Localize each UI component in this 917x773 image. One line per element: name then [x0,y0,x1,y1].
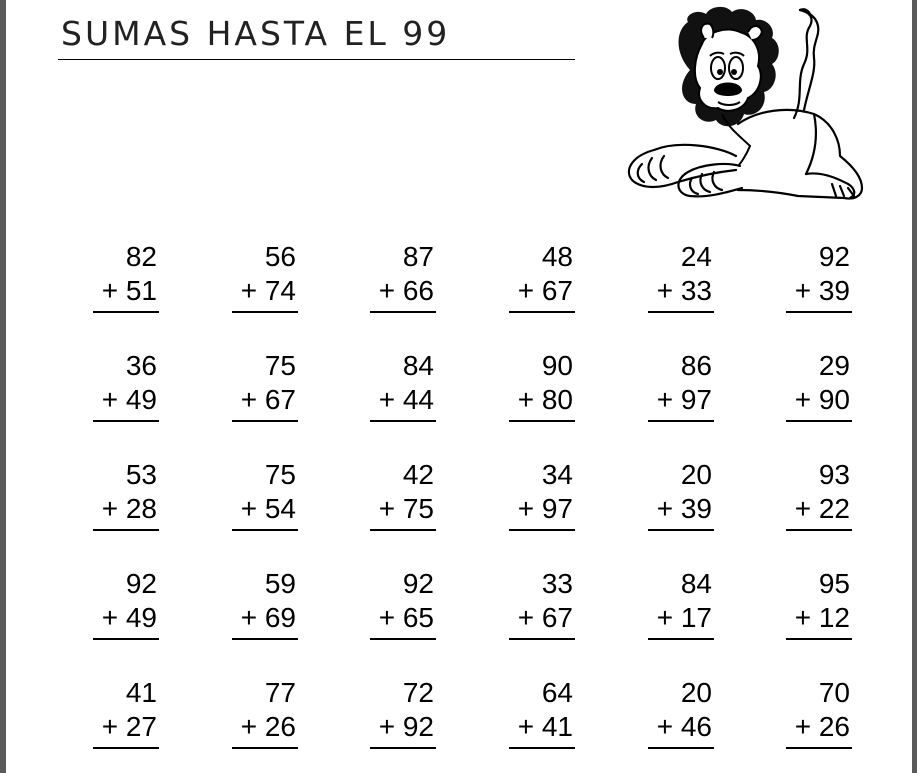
addition-problem [648,567,714,640]
addition-problem [232,349,298,422]
page-title: SUMAS HASTA EL 99 [61,14,451,53]
addend-top: 77 [264,677,296,708]
addend-top: 42 [402,459,434,490]
addend-bottom: + 22 [794,493,850,524]
answer-line [93,747,159,749]
addend-top: 92 [125,568,157,599]
addend-top: 75 [264,459,296,490]
answer-line [232,638,298,640]
addition-problem [370,458,436,531]
addend-top: 20 [680,459,712,490]
addition-problem [232,240,298,313]
addition-problem [509,567,575,640]
addend-bottom: + 49 [101,384,157,415]
addition-problem [648,676,714,749]
addition-problem [648,458,714,531]
worksheet-page [6,0,912,773]
addition-problem [93,240,159,313]
addend-top: 95 [818,568,850,599]
addend-bottom: + 92 [378,711,434,742]
addend-top: 84 [680,568,712,599]
addition-problem [370,676,436,749]
addend-top: 41 [125,677,157,708]
addition-problem [93,676,159,749]
addend-bottom: + 66 [378,275,434,306]
addend-top: 33 [541,568,573,599]
answer-line [370,420,436,422]
addition-problem [93,567,159,640]
addend-bottom: + 33 [656,275,712,306]
answer-line [232,311,298,313]
addend-bottom: + 26 [794,711,850,742]
addend-top: 72 [402,677,434,708]
addend-bottom: + 26 [240,711,296,742]
addition-problem [648,240,714,313]
addition-problem [786,458,852,531]
addend-top: 59 [264,568,296,599]
addend-top: 87 [402,241,434,272]
answer-line [232,747,298,749]
answer-line [370,747,436,749]
addition-problem [93,349,159,422]
addition-problem [509,349,575,422]
addition-problem [370,567,436,640]
addition-problem [786,240,852,313]
answer-line [509,311,575,313]
answer-line [93,529,159,531]
addend-bottom: + 67 [517,275,573,306]
addition-problem [509,458,575,531]
addition-problem [370,240,436,313]
addition-problem [509,240,575,313]
addend-bottom: + 80 [517,384,573,415]
addend-bottom: + 41 [517,711,573,742]
addend-top: 75 [264,350,296,381]
addend-bottom: + 39 [794,275,850,306]
addend-bottom: + 12 [794,602,850,633]
answer-line [648,638,714,640]
addend-bottom: + 51 [101,275,157,306]
addition-problem [786,676,852,749]
addend-bottom: + 54 [240,493,296,524]
addend-bottom: + 49 [101,602,157,633]
addend-bottom: + 65 [378,602,434,633]
addend-bottom: + 75 [378,493,434,524]
answer-line [232,420,298,422]
addition-problem [509,676,575,749]
answer-line [370,529,436,531]
answer-line [93,311,159,313]
addend-top: 24 [680,241,712,272]
addend-bottom: + 39 [656,493,712,524]
addend-bottom: + 27 [101,711,157,742]
answer-line [648,311,714,313]
answer-line [648,747,714,749]
addend-top: 36 [125,350,157,381]
addend-top: 53 [125,459,157,490]
addend-top: 48 [541,241,573,272]
answer-line [509,638,575,640]
answer-line [648,529,714,531]
addend-bottom: + 97 [656,384,712,415]
answer-line [93,638,159,640]
addend-bottom: + 67 [240,384,296,415]
addend-bottom: + 46 [656,711,712,742]
answer-line [509,529,575,531]
addend-top: 29 [818,350,850,381]
addend-bottom: + 90 [794,384,850,415]
addend-top: 64 [541,677,573,708]
addend-bottom: + 74 [240,275,296,306]
addend-bottom: + 69 [240,602,296,633]
addend-top: 82 [125,241,157,272]
answer-line [786,311,852,313]
answer-line [370,311,436,313]
answer-line [370,638,436,640]
answer-line [232,529,298,531]
addend-top: 56 [264,241,296,272]
addition-problem [786,567,852,640]
addend-bottom: + 97 [517,493,573,524]
answer-line [786,529,852,531]
addend-top: 86 [680,350,712,381]
addition-problem [93,458,159,531]
addend-top: 93 [818,459,850,490]
addend-top: 84 [402,350,434,381]
addition-problem [370,349,436,422]
answer-line [509,420,575,422]
addition-problem [232,567,298,640]
answer-line [786,420,852,422]
answer-line [786,747,852,749]
addend-top: 92 [402,568,434,599]
addition-problem [648,349,714,422]
addend-top: 90 [541,350,573,381]
addend-bottom: + 28 [101,493,157,524]
addend-bottom: + 44 [378,384,434,415]
answer-line [93,420,159,422]
addition-problem [786,349,852,422]
answer-line [509,747,575,749]
addend-top: 92 [818,241,850,272]
addend-top: 34 [541,459,573,490]
answer-line [786,638,852,640]
addend-top: 20 [680,677,712,708]
addend-top: 70 [818,677,850,708]
addend-bottom: + 17 [656,602,712,633]
addition-problems-grid [6,0,912,773]
addition-problem [232,676,298,749]
addition-problem [232,458,298,531]
answer-line [648,420,714,422]
addend-bottom: + 67 [517,602,573,633]
